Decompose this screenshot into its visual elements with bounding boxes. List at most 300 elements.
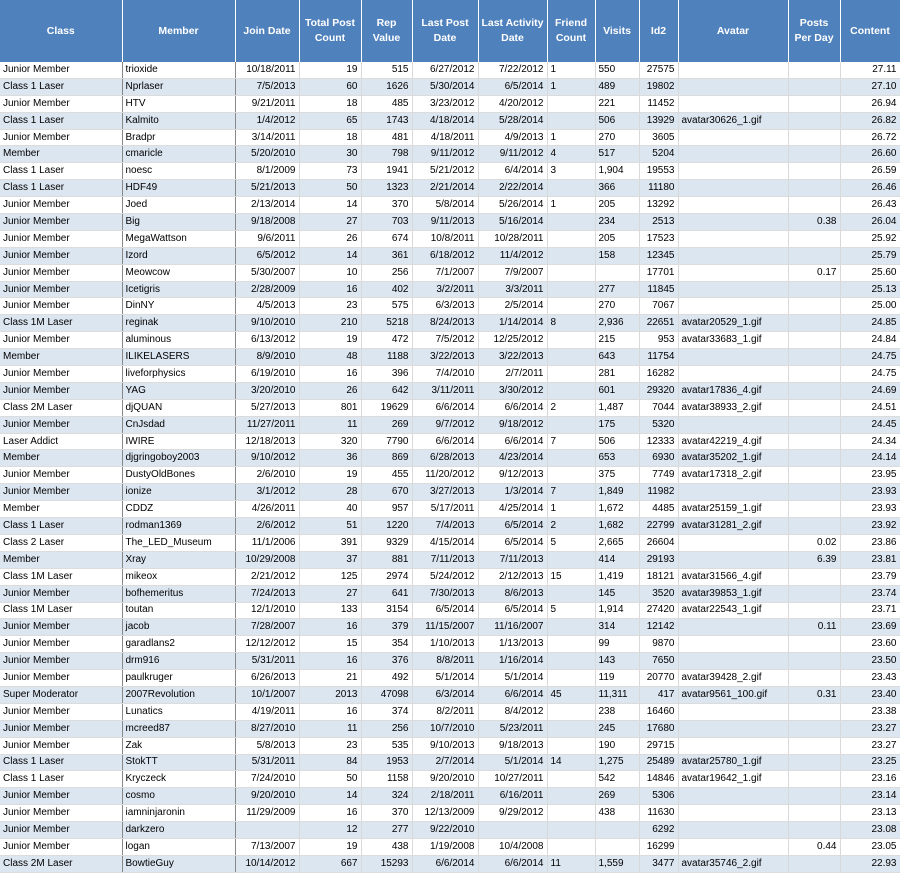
cell-member[interactable]: Joed	[122, 197, 235, 214]
cell-member[interactable]: Lunatics	[122, 703, 235, 720]
cell-last-post-date[interactable]: 2/18/2011	[412, 788, 478, 805]
cell-class[interactable]: Junior Member	[0, 467, 122, 484]
cell-total-post-count[interactable]: 26	[299, 230, 361, 247]
cell-friend-count[interactable]	[547, 653, 595, 670]
cell-member[interactable]: Big	[122, 214, 235, 231]
cell-content[interactable]: 23.13	[840, 805, 900, 822]
cell-last-activity-date[interactable]: 5/23/2011	[478, 720, 547, 737]
cell-last-post-date[interactable]: 8/8/2011	[412, 653, 478, 670]
table-row[interactable]	[0, 754, 900, 771]
cell-last-post-date[interactable]: 5/8/2014	[412, 197, 478, 214]
cell-last-activity-date[interactable]: 11/4/2012	[478, 247, 547, 264]
cell-visits[interactable]: 643	[595, 349, 639, 366]
cell-content[interactable]: 26.94	[840, 95, 900, 112]
cell-class[interactable]: Junior Member	[0, 197, 122, 214]
col-header-visits[interactable]: Visits	[595, 0, 639, 62]
cell-posts-per-day[interactable]: 0.38	[788, 214, 840, 231]
cell-join-date[interactable]: 7/28/2007	[235, 619, 299, 636]
cell-posts-per-day[interactable]	[788, 416, 840, 433]
cell-last-activity-date[interactable]: 7/11/2013	[478, 551, 547, 568]
cell-total-post-count[interactable]: 667	[299, 855, 361, 872]
cell-avatar[interactable]	[678, 214, 788, 231]
table-row[interactable]	[0, 501, 900, 518]
cell-posts-per-day[interactable]	[788, 636, 840, 653]
cell-join-date[interactable]: 5/31/2011	[235, 754, 299, 771]
cell-member[interactable]: darkzero	[122, 822, 235, 839]
cell-last-post-date[interactable]: 5/24/2012	[412, 568, 478, 585]
cell-id2[interactable]: 27575	[639, 62, 678, 78]
cell-visits[interactable]: 205	[595, 230, 639, 247]
cell-avatar[interactable]	[678, 805, 788, 822]
cell-last-activity-date[interactable]: 3/22/2013	[478, 349, 547, 366]
cell-content[interactable]: 23.93	[840, 484, 900, 501]
cell-join-date[interactable]: 3/1/2012	[235, 484, 299, 501]
cell-rep-value[interactable]: 881	[361, 551, 412, 568]
cell-id2[interactable]: 5320	[639, 416, 678, 433]
cell-last-post-date[interactable]: 8/24/2013	[412, 315, 478, 332]
cell-avatar[interactable]	[678, 62, 788, 78]
cell-id2[interactable]: 19802	[639, 78, 678, 95]
cell-friend-count[interactable]	[547, 838, 595, 855]
cell-content[interactable]: 24.69	[840, 382, 900, 399]
cell-rep-value[interactable]: 1953	[361, 754, 412, 771]
cell-friend-count[interactable]	[547, 805, 595, 822]
cell-visits[interactable]: 119	[595, 670, 639, 687]
cell-member[interactable]: The_LED_Museum	[122, 534, 235, 551]
cell-avatar[interactable]: avatar39428_2.gif	[678, 670, 788, 687]
cell-total-post-count[interactable]: 50	[299, 771, 361, 788]
cell-content[interactable]: 23.43	[840, 670, 900, 687]
cell-class[interactable]: Class 1 Laser	[0, 754, 122, 771]
table-row[interactable]	[0, 737, 900, 754]
cell-class[interactable]: Junior Member	[0, 636, 122, 653]
cell-rep-value[interactable]: 957	[361, 501, 412, 518]
cell-join-date[interactable]: 8/1/2009	[235, 163, 299, 180]
table-row[interactable]	[0, 720, 900, 737]
cell-content[interactable]: 23.08	[840, 822, 900, 839]
cell-join-date[interactable]: 7/24/2013	[235, 585, 299, 602]
cell-class[interactable]: Junior Member	[0, 788, 122, 805]
cell-total-post-count[interactable]: 26	[299, 382, 361, 399]
col-header-avatar[interactable]: Avatar	[678, 0, 788, 62]
cell-avatar[interactable]	[678, 247, 788, 264]
cell-join-date[interactable]: 12/1/2010	[235, 602, 299, 619]
cell-id2[interactable]: 22799	[639, 518, 678, 535]
cell-id2[interactable]: 3605	[639, 129, 678, 146]
cell-last-activity-date[interactable]: 10/27/2011	[478, 771, 547, 788]
cell-class[interactable]: Class 2M Laser	[0, 399, 122, 416]
cell-member[interactable]: DustyOldBones	[122, 467, 235, 484]
cell-friend-count[interactable]: 11	[547, 855, 595, 872]
cell-id2[interactable]: 27420	[639, 602, 678, 619]
cell-last-activity-date[interactable]: 10/4/2008	[478, 838, 547, 855]
cell-avatar[interactable]	[678, 349, 788, 366]
cell-avatar[interactable]: avatar35202_1.gif	[678, 450, 788, 467]
table-row[interactable]	[0, 670, 900, 687]
cell-rep-value[interactable]: 670	[361, 484, 412, 501]
cell-total-post-count[interactable]: 36	[299, 450, 361, 467]
cell-rep-value[interactable]: 703	[361, 214, 412, 231]
cell-friend-count[interactable]: 3	[547, 163, 595, 180]
cell-rep-value[interactable]: 19629	[361, 399, 412, 416]
cell-last-activity-date[interactable]: 5/1/2014	[478, 670, 547, 687]
cell-friend-count[interactable]: 5	[547, 534, 595, 551]
cell-id2[interactable]: 29715	[639, 737, 678, 754]
cell-content[interactable]: 23.40	[840, 686, 900, 703]
col-header-friend-count[interactable]: Friend Count	[547, 0, 595, 62]
cell-class[interactable]: Junior Member	[0, 484, 122, 501]
cell-content[interactable]: 26.46	[840, 180, 900, 197]
cell-class[interactable]: Class 1M Laser	[0, 568, 122, 585]
cell-total-post-count[interactable]: 16	[299, 366, 361, 383]
table-row[interactable]	[0, 298, 900, 315]
cell-content[interactable]: 26.72	[840, 129, 900, 146]
cell-last-activity-date[interactable]: 2/22/2014	[478, 180, 547, 197]
cell-last-post-date[interactable]: 11/20/2012	[412, 467, 478, 484]
cell-last-post-date[interactable]: 12/13/2009	[412, 805, 478, 822]
cell-content[interactable]: 23.69	[840, 619, 900, 636]
cell-class[interactable]: Junior Member	[0, 129, 122, 146]
cell-id2[interactable]: 2513	[639, 214, 678, 231]
cell-total-post-count[interactable]: 14	[299, 247, 361, 264]
cell-visits[interactable]: 234	[595, 214, 639, 231]
cell-last-activity-date[interactable]: 5/26/2014	[478, 197, 547, 214]
cell-rep-value[interactable]: 3154	[361, 602, 412, 619]
cell-class[interactable]: Junior Member	[0, 737, 122, 754]
cell-rep-value[interactable]: 376	[361, 653, 412, 670]
cell-member[interactable]: djgringoboy2003	[122, 450, 235, 467]
cell-last-post-date[interactable]: 9/7/2012	[412, 416, 478, 433]
cell-avatar[interactable]	[678, 129, 788, 146]
cell-class[interactable]: Junior Member	[0, 230, 122, 247]
cell-last-activity-date[interactable]: 5/28/2014	[478, 112, 547, 129]
cell-visits[interactable]: 1,904	[595, 163, 639, 180]
cell-avatar[interactable]	[678, 551, 788, 568]
cell-total-post-count[interactable]: 50	[299, 180, 361, 197]
cell-last-post-date[interactable]: 6/6/2014	[412, 433, 478, 450]
cell-visits[interactable]: 2,665	[595, 534, 639, 551]
cell-class[interactable]: Junior Member	[0, 298, 122, 315]
table-row[interactable]	[0, 855, 900, 872]
cell-total-post-count[interactable]: 19	[299, 332, 361, 349]
cell-rep-value[interactable]: 256	[361, 720, 412, 737]
cell-join-date[interactable]: 10/29/2008	[235, 551, 299, 568]
cell-total-post-count[interactable]: 18	[299, 95, 361, 112]
cell-friend-count[interactable]	[547, 450, 595, 467]
cell-join-date[interactable]: 12/12/2012	[235, 636, 299, 653]
cell-rep-value[interactable]: 1158	[361, 771, 412, 788]
cell-visits[interactable]: 375	[595, 467, 639, 484]
table-row[interactable]	[0, 433, 900, 450]
cell-total-post-count[interactable]: 16	[299, 805, 361, 822]
cell-member[interactable]: HTV	[122, 95, 235, 112]
cell-rep-value[interactable]: 15293	[361, 855, 412, 872]
cell-rep-value[interactable]: 277	[361, 822, 412, 839]
col-header-content[interactable]: Content	[840, 0, 900, 62]
cell-posts-per-day[interactable]	[788, 78, 840, 95]
cell-visits[interactable]: 270	[595, 129, 639, 146]
cell-visits[interactable]: 506	[595, 112, 639, 129]
cell-rep-value[interactable]: 485	[361, 95, 412, 112]
cell-friend-count[interactable]	[547, 585, 595, 602]
cell-friend-count[interactable]	[547, 264, 595, 281]
cell-friend-count[interactable]	[547, 349, 595, 366]
cell-class[interactable]: Class 1 Laser	[0, 180, 122, 197]
cell-total-post-count[interactable]: 19	[299, 62, 361, 78]
cell-total-post-count[interactable]: 19	[299, 467, 361, 484]
cell-friend-count[interactable]: 4	[547, 146, 595, 163]
cell-member[interactable]: aluminous	[122, 332, 235, 349]
table-row[interactable]	[0, 534, 900, 551]
cell-member[interactable]: iamninjaronin	[122, 805, 235, 822]
cell-id2[interactable]: 29193	[639, 551, 678, 568]
cell-total-post-count[interactable]: 320	[299, 433, 361, 450]
cell-last-activity-date[interactable]: 7/9/2007	[478, 264, 547, 281]
cell-posts-per-day[interactable]	[788, 230, 840, 247]
cell-rep-value[interactable]: 481	[361, 129, 412, 146]
table-row[interactable]	[0, 315, 900, 332]
cell-class[interactable]: Member	[0, 146, 122, 163]
cell-content[interactable]: 26.59	[840, 163, 900, 180]
cell-class[interactable]: Junior Member	[0, 214, 122, 231]
cell-join-date[interactable]: 4/26/2011	[235, 501, 299, 518]
cell-class[interactable]: Class 1M Laser	[0, 315, 122, 332]
cell-class[interactable]: Junior Member	[0, 838, 122, 855]
cell-posts-per-day[interactable]: 0.17	[788, 264, 840, 281]
cell-member[interactable]: bofhemeritus	[122, 585, 235, 602]
table-row[interactable]	[0, 95, 900, 112]
cell-content[interactable]: 27.10	[840, 78, 900, 95]
cell-posts-per-day[interactable]	[788, 163, 840, 180]
cell-join-date[interactable]: 6/13/2012	[235, 332, 299, 349]
cell-last-post-date[interactable]: 4/18/2011	[412, 129, 478, 146]
cell-friend-count[interactable]: 8	[547, 315, 595, 332]
cell-member[interactable]: CDDZ	[122, 501, 235, 518]
cell-content[interactable]: 23.74	[840, 585, 900, 602]
cell-content[interactable]: 23.27	[840, 720, 900, 737]
cell-posts-per-day[interactable]	[788, 129, 840, 146]
cell-rep-value[interactable]: 492	[361, 670, 412, 687]
cell-posts-per-day[interactable]	[788, 585, 840, 602]
cell-avatar[interactable]	[678, 653, 788, 670]
cell-posts-per-day[interactable]: 0.11	[788, 619, 840, 636]
cell-last-activity-date[interactable]: 6/6/2014	[478, 433, 547, 450]
cell-content[interactable]: 23.79	[840, 568, 900, 585]
cell-content[interactable]: 26.43	[840, 197, 900, 214]
cell-last-activity-date[interactable]: 2/12/2013	[478, 568, 547, 585]
cell-last-activity-date[interactable]: 5/1/2014	[478, 754, 547, 771]
cell-friend-count[interactable]: 7	[547, 433, 595, 450]
cell-id2[interactable]: 18121	[639, 568, 678, 585]
cell-friend-count[interactable]	[547, 95, 595, 112]
cell-avatar[interactable]	[678, 230, 788, 247]
cell-last-activity-date[interactable]: 6/6/2014	[478, 855, 547, 872]
cell-last-activity-date[interactable]: 3/30/2012	[478, 382, 547, 399]
cell-friend-count[interactable]	[547, 737, 595, 754]
cell-last-post-date[interactable]: 3/27/2013	[412, 484, 478, 501]
table-row[interactable]	[0, 518, 900, 535]
cell-visits[interactable]: 245	[595, 720, 639, 737]
cell-total-post-count[interactable]: 210	[299, 315, 361, 332]
cell-last-activity-date[interactable]: 3/3/2011	[478, 281, 547, 298]
cell-last-activity-date[interactable]: 4/25/2014	[478, 501, 547, 518]
cell-visits[interactable]: 145	[595, 585, 639, 602]
cell-content[interactable]: 23.95	[840, 467, 900, 484]
cell-content[interactable]: 23.25	[840, 754, 900, 771]
cell-rep-value[interactable]: 515	[361, 62, 412, 78]
cell-join-date[interactable]: 2/13/2014	[235, 197, 299, 214]
cell-visits[interactable]: 1,487	[595, 399, 639, 416]
cell-total-post-count[interactable]: 51	[299, 518, 361, 535]
cell-friend-count[interactable]: 1	[547, 129, 595, 146]
cell-member[interactable]: mcreed87	[122, 720, 235, 737]
cell-join-date[interactable]: 6/5/2012	[235, 247, 299, 264]
cell-last-activity-date[interactable]: 7/22/2012	[478, 62, 547, 78]
cell-class[interactable]: Junior Member	[0, 281, 122, 298]
cell-id2[interactable]: 12142	[639, 619, 678, 636]
table-row[interactable]	[0, 838, 900, 855]
cell-visits[interactable]: 99	[595, 636, 639, 653]
table-row[interactable]	[0, 366, 900, 383]
cell-rep-value[interactable]: 455	[361, 467, 412, 484]
cell-avatar[interactable]	[678, 180, 788, 197]
cell-class[interactable]: Junior Member	[0, 382, 122, 399]
cell-content[interactable]: 24.75	[840, 349, 900, 366]
cell-friend-count[interactable]: 5	[547, 602, 595, 619]
cell-id2[interactable]: 11982	[639, 484, 678, 501]
cell-last-post-date[interactable]: 7/5/2012	[412, 332, 478, 349]
col-header-join-date[interactable]: Join Date	[235, 0, 299, 62]
cell-posts-per-day[interactable]	[788, 518, 840, 535]
cell-content[interactable]: 23.60	[840, 636, 900, 653]
cell-avatar[interactable]	[678, 264, 788, 281]
cell-last-activity-date[interactable]: 9/18/2012	[478, 416, 547, 433]
cell-id2[interactable]: 29320	[639, 382, 678, 399]
cell-join-date[interactable]: 9/20/2010	[235, 788, 299, 805]
cell-rep-value[interactable]: 472	[361, 332, 412, 349]
cell-rep-value[interactable]: 370	[361, 197, 412, 214]
cell-content[interactable]: 23.71	[840, 602, 900, 619]
cell-last-activity-date[interactable]: 6/16/2011	[478, 788, 547, 805]
cell-visits[interactable]: 550	[595, 62, 639, 78]
cell-last-activity-date[interactable]: 6/6/2014	[478, 686, 547, 703]
cell-last-activity-date[interactable]: 5/16/2014	[478, 214, 547, 231]
cell-total-post-count[interactable]: 40	[299, 501, 361, 518]
cell-visits[interactable]: 143	[595, 653, 639, 670]
cell-content[interactable]: 23.50	[840, 653, 900, 670]
cell-class[interactable]: Class 2 Laser	[0, 534, 122, 551]
table-row[interactable]	[0, 129, 900, 146]
cell-last-post-date[interactable]: 11/15/2007	[412, 619, 478, 636]
cell-content[interactable]: 23.05	[840, 838, 900, 855]
cell-visits[interactable]: 653	[595, 450, 639, 467]
cell-total-post-count[interactable]: 27	[299, 214, 361, 231]
table-row[interactable]	[0, 484, 900, 501]
cell-last-activity-date[interactable]: 9/29/2012	[478, 805, 547, 822]
cell-join-date[interactable]: 9/10/2010	[235, 315, 299, 332]
cell-id2[interactable]: 19553	[639, 163, 678, 180]
cell-total-post-count[interactable]: 19	[299, 838, 361, 855]
cell-last-activity-date[interactable]: 9/12/2013	[478, 467, 547, 484]
cell-avatar[interactable]	[678, 720, 788, 737]
cell-content[interactable]: 23.92	[840, 518, 900, 535]
cell-posts-per-day[interactable]	[788, 95, 840, 112]
cell-avatar[interactable]: avatar31566_4.gif	[678, 568, 788, 585]
cell-friend-count[interactable]	[547, 416, 595, 433]
cell-id2[interactable]: 7749	[639, 467, 678, 484]
cell-rep-value[interactable]: 269	[361, 416, 412, 433]
cell-id2[interactable]: 17523	[639, 230, 678, 247]
cell-rep-value[interactable]: 324	[361, 788, 412, 805]
cell-total-post-count[interactable]: 14	[299, 197, 361, 214]
cell-last-post-date[interactable]: 4/18/2014	[412, 112, 478, 129]
cell-member[interactable]: Zak	[122, 737, 235, 754]
cell-friend-count[interactable]: 15	[547, 568, 595, 585]
cell-avatar[interactable]	[678, 737, 788, 754]
cell-friend-count[interactable]	[547, 247, 595, 264]
table-row[interactable]	[0, 568, 900, 585]
cell-last-post-date[interactable]: 7/11/2013	[412, 551, 478, 568]
cell-id2[interactable]: 953	[639, 332, 678, 349]
cell-avatar[interactable]	[678, 163, 788, 180]
table-row[interactable]	[0, 602, 900, 619]
cell-visits[interactable]: 175	[595, 416, 639, 433]
cell-join-date[interactable]: 11/29/2009	[235, 805, 299, 822]
cell-total-post-count[interactable]: 30	[299, 146, 361, 163]
cell-friend-count[interactable]: 7	[547, 484, 595, 501]
cell-last-activity-date[interactable]: 8/6/2013	[478, 585, 547, 602]
cell-rep-value[interactable]: 396	[361, 366, 412, 383]
cell-friend-count[interactable]	[547, 298, 595, 315]
cell-join-date[interactable]: 6/19/2010	[235, 366, 299, 383]
cell-class[interactable]: Class 2M Laser	[0, 855, 122, 872]
cell-last-post-date[interactable]: 1/19/2008	[412, 838, 478, 855]
cell-last-activity-date[interactable]: 11/16/2007	[478, 619, 547, 636]
cell-member[interactable]: MegaWattson	[122, 230, 235, 247]
cell-posts-per-day[interactable]	[788, 433, 840, 450]
cell-join-date[interactable]: 2/6/2012	[235, 518, 299, 535]
cell-visits[interactable]: 517	[595, 146, 639, 163]
cell-member[interactable]: Nprlaser	[122, 78, 235, 95]
cell-last-post-date[interactable]: 6/5/2014	[412, 602, 478, 619]
cell-rep-value[interactable]: 354	[361, 636, 412, 653]
cell-id2[interactable]: 6930	[639, 450, 678, 467]
cell-class[interactable]: Class 1 Laser	[0, 78, 122, 95]
cell-join-date[interactable]: 4/5/2013	[235, 298, 299, 315]
cell-member[interactable]: Meowcow	[122, 264, 235, 281]
cell-member[interactable]: drm916	[122, 653, 235, 670]
cell-visits[interactable]: 1,419	[595, 568, 639, 585]
cell-last-post-date[interactable]: 5/30/2014	[412, 78, 478, 95]
table-row[interactable]	[0, 805, 900, 822]
cell-posts-per-day[interactable]	[788, 568, 840, 585]
cell-posts-per-day[interactable]	[788, 670, 840, 687]
cell-avatar[interactable]	[678, 78, 788, 95]
cell-join-date[interactable]: 7/5/2013	[235, 78, 299, 95]
cell-class[interactable]: Member	[0, 349, 122, 366]
cell-class[interactable]: Junior Member	[0, 619, 122, 636]
cell-friend-count[interactable]	[547, 467, 595, 484]
cell-visits[interactable]: 601	[595, 382, 639, 399]
cell-friend-count[interactable]	[547, 366, 595, 383]
cell-total-post-count[interactable]: 16	[299, 281, 361, 298]
cell-member[interactable]: StokTT	[122, 754, 235, 771]
cell-id2[interactable]: 17680	[639, 720, 678, 737]
col-header-last-activity-date[interactable]: Last Activity Date	[478, 0, 547, 62]
cell-member[interactable]: DinNY	[122, 298, 235, 315]
cell-visits[interactable]: 270	[595, 298, 639, 315]
col-header-id2[interactable]: Id2	[639, 0, 678, 62]
